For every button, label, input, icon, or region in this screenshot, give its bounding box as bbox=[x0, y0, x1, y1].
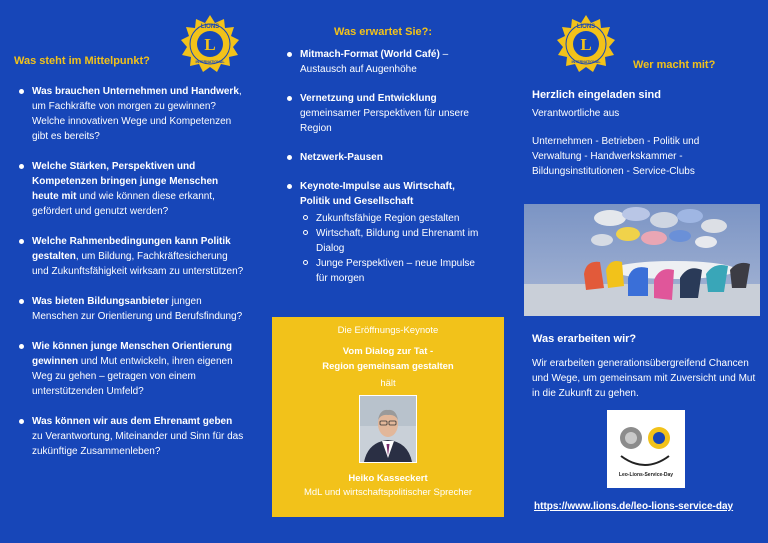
list-item: Wie können junge Menschen Orientierung gewinnen und Mut entwickeln, ihren eigenen Weg zu gehen – getragen von einem unterstützenden Umfeld? bbox=[16, 339, 244, 399]
middle-heading: Was erwartet Sie?: bbox=[334, 26, 433, 38]
invite-title: Herzlich eingeladen sind bbox=[532, 89, 661, 101]
list-item: Was brauchen Unternehmen und Handwerk, um Fachkräfte von morgen zu gewinnen? Welche innovativen Wege und Kompetenzen gibt es bereits? bbox=[16, 84, 244, 144]
list-item: Wirtschaft, Bildung und Ehrenamt im Dialog bbox=[300, 226, 484, 256]
speaker-photo bbox=[359, 395, 417, 463]
service-day-link[interactable]: https://www.lions.de/leo-lions-service-day bbox=[534, 501, 734, 512]
keynote-box bbox=[272, 317, 504, 517]
focus-questions-list bbox=[16, 84, 244, 474]
invite-subtitle: Verantwortliche aus bbox=[532, 108, 620, 119]
right-panel bbox=[512, 0, 768, 543]
svg-text:L: L bbox=[204, 35, 216, 54]
list-item: Keynote-Impulse aus Wirtschaft, Politik und Gesellschaft Zukunftsfähige Region gestalten Wirtschaft, Bildung und Ehrenamt im Dialog Junge Perspektiven – neue Impulse für morgen bbox=[284, 179, 484, 286]
work-heading: Was erarbeiten wir? bbox=[532, 333, 637, 345]
left-panel bbox=[0, 0, 256, 543]
list-item: Zukunftsfähige Region gestalten bbox=[300, 211, 484, 226]
right-heading: Wer macht mit? bbox=[633, 59, 716, 71]
svg-text:L: L bbox=[580, 35, 592, 54]
list-item: Junge Perspektiven – neue Impulse für morgen bbox=[300, 256, 484, 286]
keynote-topics-list bbox=[300, 211, 484, 286]
leo-lions-service-day-badge bbox=[607, 410, 685, 488]
svg-text:LIONS: LIONS bbox=[576, 24, 596, 30]
list-item: Was bieten Bildungsanbieter jungen Menschen zur Orientierung und Berufsfindung? bbox=[16, 294, 244, 324]
middle-panel bbox=[256, 0, 512, 543]
badge-caption: Leo-Lions-Service-Day bbox=[618, 472, 674, 478]
meeting-chairs-image bbox=[524, 204, 760, 316]
work-text: Wir erarbeiten generationsübergreifend Chancen und Wege, um gemeinsam mit Zuversicht und Mut in die Zukunft zu gehen. bbox=[532, 358, 756, 399]
list-item: Welche Rahmenbedingungen kann Politik gestalten, um Bildung, Fachkräftesicherung und Zukunftsfähigkeit wirksam zu unterstützen? bbox=[16, 234, 244, 279]
svg-text:LIONS: LIONS bbox=[200, 24, 220, 30]
list-item: Vernetzung und Entwicklung gemeinsamer Perspektiven für unsere Region bbox=[284, 91, 484, 136]
speaker-role: MdL und wirtschaftspolitischer Sprecher bbox=[303, 487, 473, 498]
participants-text: Unternehmen - Betrieben - Politik und Verwaltung - Handwerkskammer - Bildungsinstitutionen - Service-Clubs bbox=[532, 136, 700, 177]
list-item: Was können wir aus dem Ehrenamt geben zu Verantwortung, Miteinander und Sinn für das zukünftige Zusammenleben? bbox=[16, 414, 244, 459]
keynote-intro: Die Eröffnungs-Keynote bbox=[337, 325, 439, 336]
lions-logo-icon bbox=[178, 13, 242, 75]
left-heading: Was steht im Mittelpunkt? bbox=[14, 55, 150, 67]
lions-logo-icon bbox=[554, 13, 618, 75]
list-item: Netzwerk-Pausen bbox=[284, 150, 484, 165]
svg-text:INTERNATIONAL: INTERNATIONAL bbox=[195, 60, 225, 64]
speaker-name: Heiko Kasseckert bbox=[348, 473, 428, 484]
expectations-list bbox=[284, 47, 484, 300]
keynote-title: Vom Dialog zur Tat - Region gemeinsam gestalten bbox=[322, 346, 454, 372]
keynote-haelt: hält bbox=[380, 378, 396, 389]
svg-text:INTERNATIONAL: INTERNATIONAL bbox=[571, 60, 601, 64]
list-item: Welche Stärken, Perspektiven und Kompetenzen bringen junge Menschen heute mit und wie können diese erkannt, gefördert und genutzt werden? bbox=[16, 159, 244, 219]
list-item: Mitmach-Format (World Café) – Austausch auf Augenhöhe bbox=[284, 47, 484, 77]
